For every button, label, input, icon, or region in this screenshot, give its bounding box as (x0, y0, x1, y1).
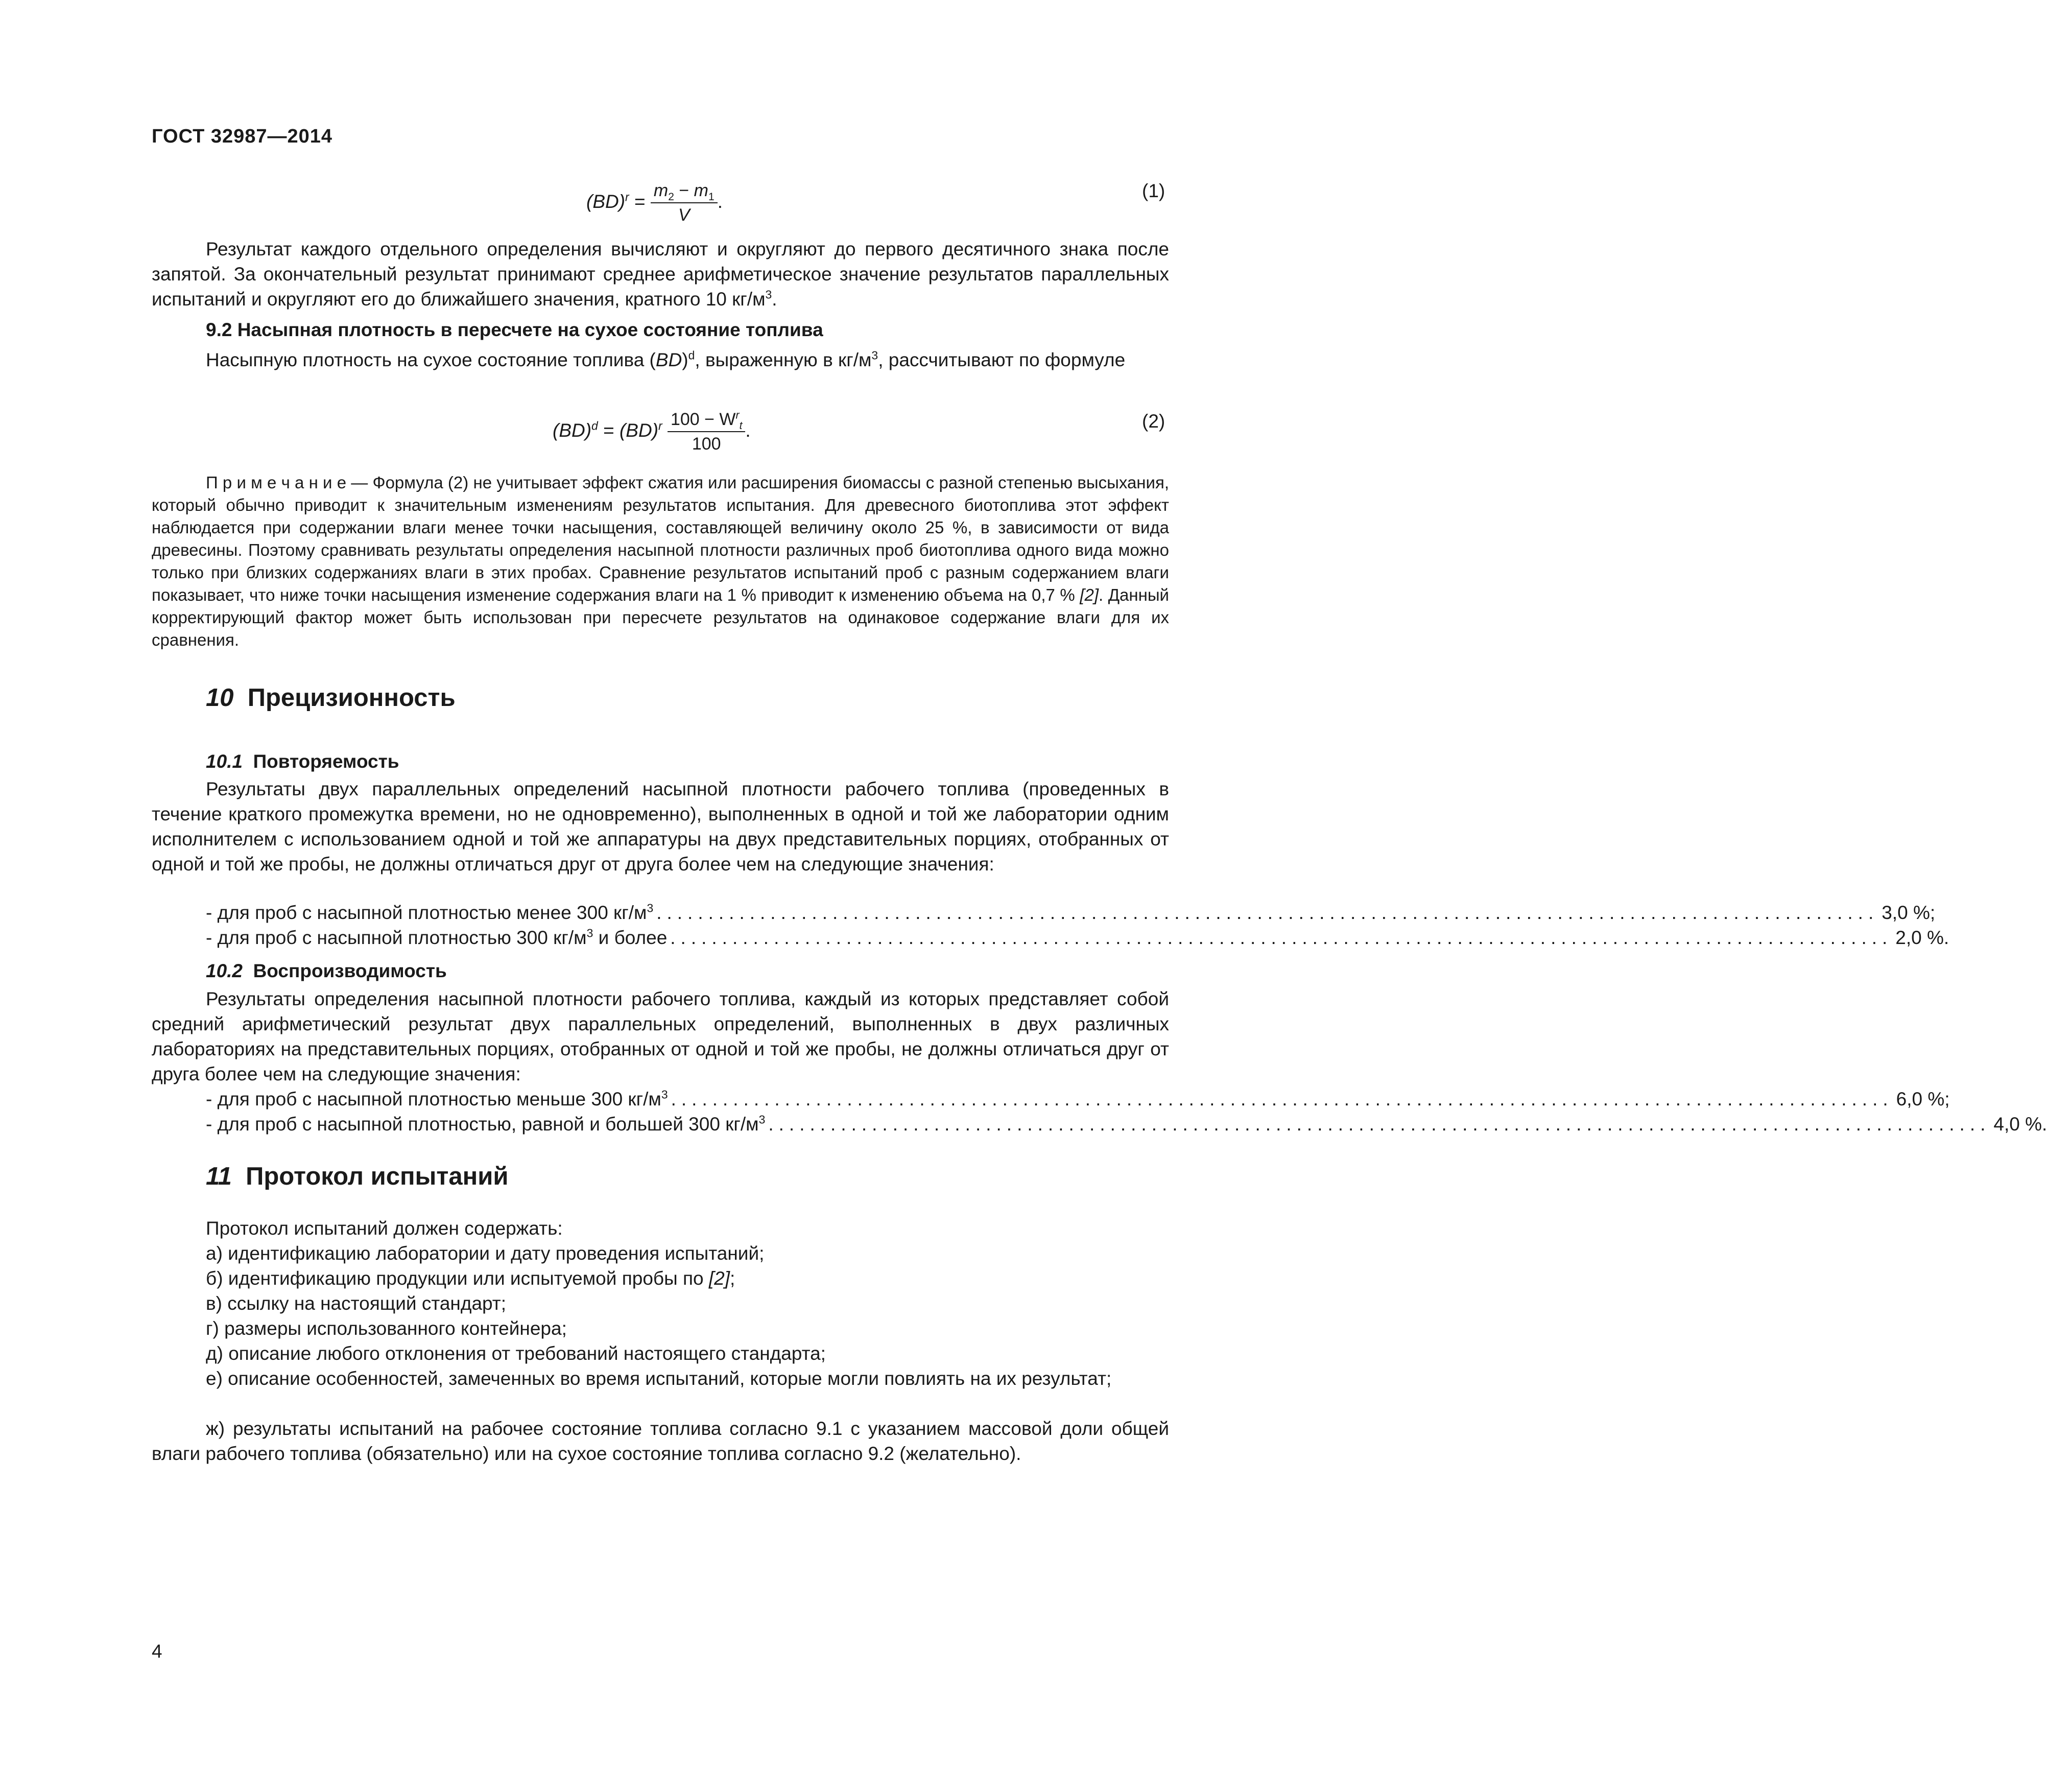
note-label: П р и м е ч а н и е (206, 473, 347, 492)
section-9-2-paragraph: Насыпную плотность на сухое состояние топлива (BD)$^d$, выраженную в $кг/м^3$, рассчитывают по формуле (206, 348, 1126, 370)
section-10-1-heading: 10.1 Повторяемость (206, 751, 399, 772)
formula-2-fraction: $\frac{100 - W^r_t}{100}$ (668, 409, 745, 455)
document-header: ГОСТ 32987—2014 (152, 126, 333, 147)
reproducibility-item-2: - для проб с насыпной плотностью, равной и большей 300 $кг/м^3$ ...................................................................................................................... 4,0 %. (206, 1113, 2047, 1135)
section-10-2-paragraph: Результаты определения насыпной плотности рабочего топлива, каждый из которых представляет собой средний арифметический результат двух параллельных определений, выполненных в двух различных лабораториях на представительных порциях, отобранных от одной и той же пробы, не должны отличаться друг от друга более чем на следующие значения: (152, 988, 1169, 1084)
section-10-2-heading: 10.2 Воспроизводимость (206, 960, 447, 981)
formula-1: (BD)$^r$ = $\frac{m_2 - m_1}{V}$ . (586, 181, 723, 225)
repeatability-item-2: - для проб с насыпной плотностью 300 $кг/м^3$ и более ...................................................................................................................... 2,0 %. (206, 926, 1949, 948)
protocol-item-v: в) ссылку на настоящий стандарт; (206, 1293, 507, 1314)
section-11-heading: 11 Протокол испытаний (206, 1163, 509, 1190)
protocol-item-zh: ж) результаты испытаний на рабочее состояние топлива согласно 9.1 с указанием массовой доли общей влаги рабочего топлива (обязательно) или на сухое состояние топлива согласно 9.2 (желательно). (152, 1418, 1169, 1464)
result-paragraph: Результат каждого отдельного определения вычисляют и округляют до первого десятичного знака после запятой. За окончательный результат принимают среднее арифметическое значение результатов параллельных испытаний и округляют его до ближайшего значения, кратного 10 $кг/м^3$. (152, 239, 1169, 310)
formula-2: (BD)$^d$ = (BD)$^r$ $\frac{100 - W^r_t}{100}$ . (553, 409, 751, 454)
formula-1-number: (1) (1142, 180, 1165, 201)
section-10-heading: 10 Прецизионность (206, 684, 456, 712)
protocol-item-d: д) описание любого отклонения от требований настоящего стандарта; (206, 1343, 826, 1364)
protocol-item-g: г) размеры использованного контейнера; (206, 1318, 567, 1339)
protocol-item-e: е) описание особенностей, замеченных во время испытаний, которые могли повлиять на их результат; (206, 1368, 1112, 1389)
reproducibility-item-1: - для проб с насыпной плотностью меньше 300 $кг/м^3$ ...................................................................................................................... 6,0 %; (206, 1088, 1950, 1110)
formula-2-number: (2) (1142, 411, 1165, 432)
note-paragraph: П р и м е ч а н и е — Формула (2) не учитывает эффект сжатия или расширения биомассы с разной степенью высыхания, который обычно приводит к значительным изменениям результатов испытания. Для древесного биотоплива этот эффект наблюдается при содержании влаги менее точки насыщения, составляющей величину около 25 %, в зависимости от вида древесины. Поэтому сравнивать результаты определения насыпной плотности различных проб биотоплива одного вида можно только при близких содержаниях влаги в этих пробах. Сравнение результатов испытаний проб с разным содержанием влаги показывает, что ниже точки насыщения изменение содержания влаги на 1 % приводит к изменению объема на 0,7 % [2]. Данный корректирующий фактор может быть использован при пересчете результатов на одинаковое содержание влаги для их сравнения. (152, 473, 1169, 649)
protocol-item-a: а) идентификацию лаборатории и дату проведения испытаний; (206, 1243, 765, 1264)
section-9-2-heading: 9.2 Насыпная плотность в пересчете на сухое состояние топлива (206, 319, 823, 340)
repeatability-item-1: - для проб с насыпной плотностью менее 300 $кг/м^3$ ...................................................................................................................... 3,0 %; (206, 901, 1936, 923)
formula-1-fraction: $\frac{m_2 - m_1}{V}$ (651, 180, 718, 226)
section-10-1-paragraph: Результаты двух параллельных определений насыпной плотности рабочего топлива (проведенных в течение краткого промежутка времени, но не одновременно), выполненных в одной и той же лаборатории одним исполнителем с использованием одной и той же аппаратуры на двух представительных порциях, отобранных от одной и той же пробы, не должны отличаться друг от друга более чем на следующие значения: (152, 779, 1169, 875)
protocol-item-b: б) идентификацию продукции или испытуемой пробы по [2]; (206, 1268, 735, 1289)
page-number: 4 (152, 1641, 162, 1662)
protocol-intro: Протокол испытаний должен содержать: (206, 1218, 563, 1239)
